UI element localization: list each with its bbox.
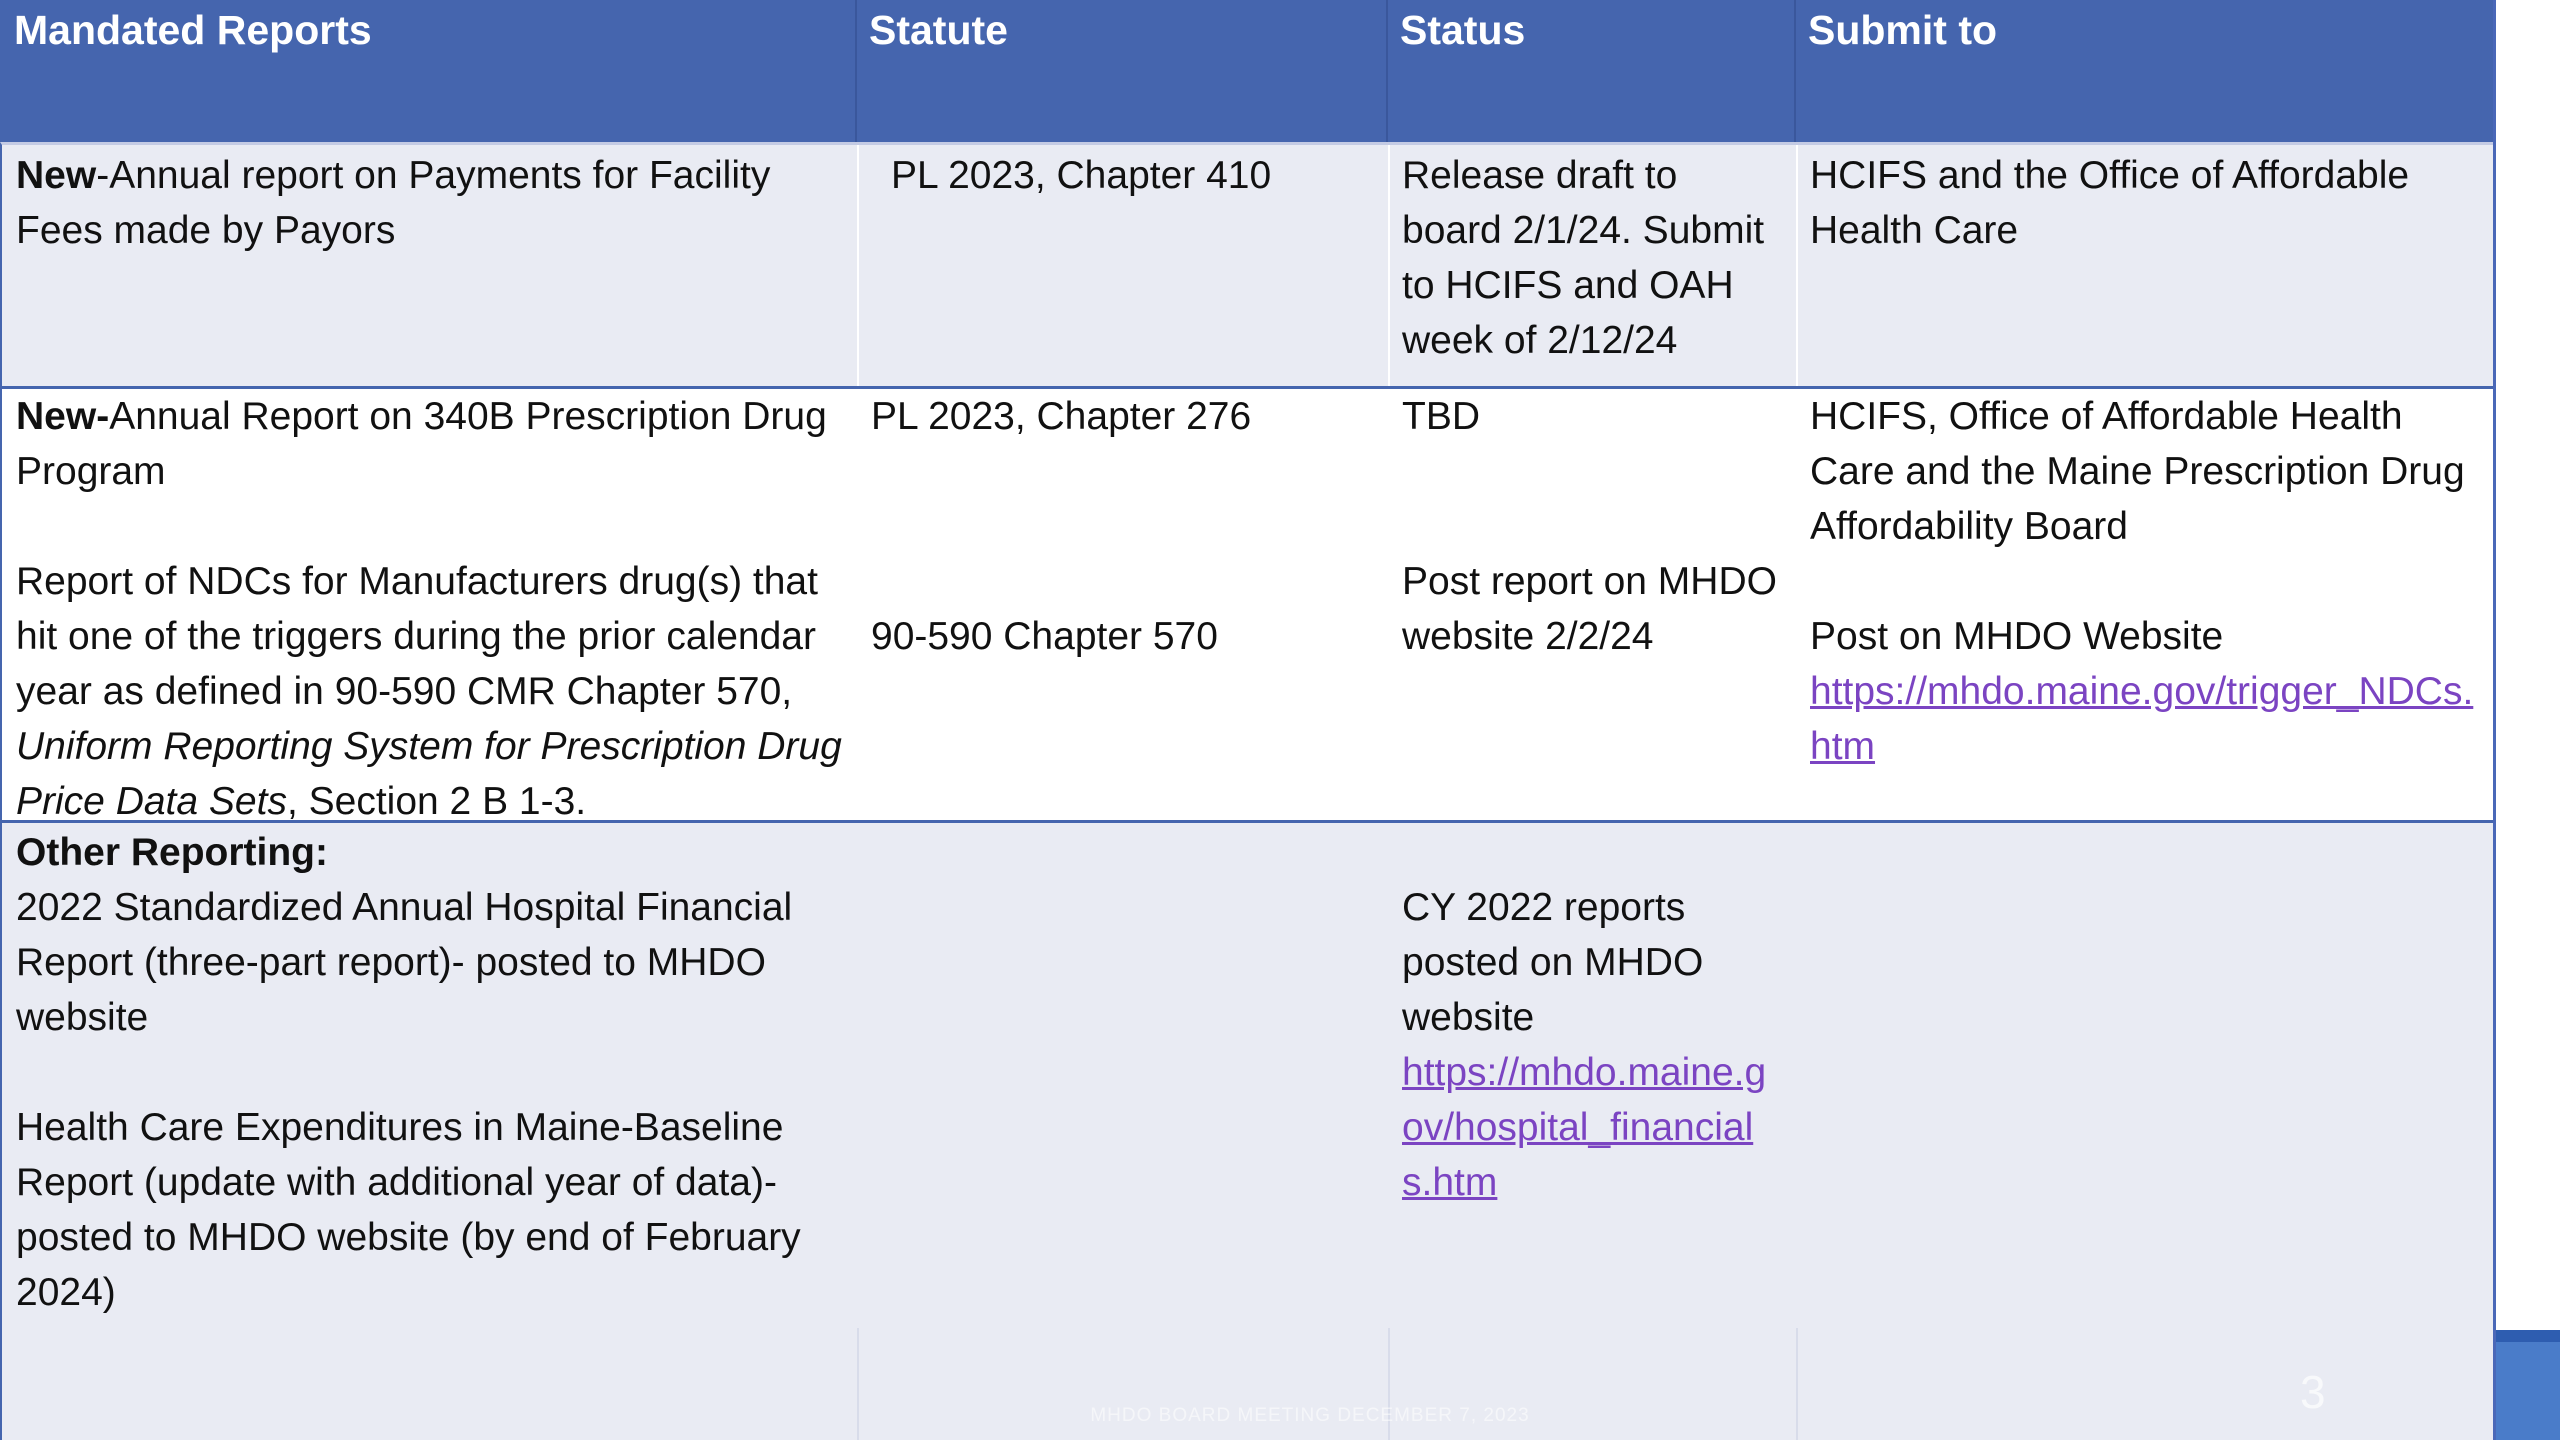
cell-statute [857,145,1388,386]
table-header-row [0,0,2496,142]
corner-accent-stripe [2496,1330,2560,1342]
cell-statute [857,389,1388,820]
status-text: TBD [1402,395,1480,438]
cell-report [2,145,857,386]
report-text: Annual Report on 340B Prescription Drug Program [16,395,827,493]
report-ndcs-italic: Uniform Reporting System for Prescription Drug Price Data Sets [16,725,842,823]
table-row-facility-fees [0,142,2496,386]
corner-accent-bar [2496,1330,2560,1440]
submit-to-text: HCIFS, Office of Affordable Health Care and the Maine Prescription Drug Affordability Board [1810,395,2465,548]
statute-text-2: 90-590 Chapter 570 [871,615,1218,658]
report-ndcs [16,554,843,829]
statute-text: PL 2023, Chapter 276 [871,395,1252,438]
header-cell-mandated-reports [0,0,855,142]
report-ndcs-text: Report of NDCs for Manufacturers drug(s) that hit one of the triggers during the prior calendar year as defined in 90-590 CMR Chapter 570, [16,560,818,713]
cell-submit-to [1796,389,2496,820]
other-report-item-2: Health Care Expenditures in Maine-Baseline Report (update with additional year of data)- posted to MHDO website (by end of February 2024) [16,1106,801,1314]
header-submit-to: Submit to [1808,7,1998,53]
report-description [16,148,843,258]
header-statute: Statute [869,7,1008,53]
other-report-item-1: 2022 Standardized Annual Hospital Financial Report (three-part report)- posted to MHDO website [16,886,793,1039]
report-text: -Annual report on Payments for Facility Fees made by Payors [16,154,771,252]
cell-submit-to [1796,823,2496,1440]
cell-report [2,823,857,1440]
statute-text: PL 2023, Chapter 410 [891,154,1272,197]
page-number: 3 [2300,1366,2326,1418]
cell-status [1388,823,1796,1440]
cell-statute [857,823,1388,1440]
header-status: Status [1400,7,1526,53]
submit-to-text-2: Post on MHDO Website [1810,615,2224,658]
status-text: Release draft to board 2/1/24. Submit to HCIFS and OAH week of 2/12/24 [1402,154,1765,362]
header-cell-status [1386,0,1794,142]
hospital-financials-link-wrap [1402,1045,1782,1210]
cell-status [1388,389,1796,820]
cell-status [1388,145,1796,386]
other-reporting-heading: Other Reporting: [16,831,328,874]
cell-report [2,389,857,823]
header-cell-statute [855,0,1386,142]
report-ndcs-tail: , Section 2 B 1-3. [286,780,587,823]
header-mandated-reports: Mandated Reports [14,7,372,53]
new-label: New- [16,395,110,438]
status-text: CY 2022 reports posted on MHDO website [1402,886,1704,1039]
trigger-ndcs-link[interactable]: https://mhdo.maine.gov/trigger_NDCs.htm [1810,670,2474,768]
report-340b [16,389,843,499]
header-cell-submit-to [1794,0,2496,142]
cell-submit-to [1796,145,2496,386]
hospital-financials-link[interactable]: https://mhdo.maine.gov/hospital_financials.htm [1402,1051,1767,1204]
table-row-340b [0,386,2496,823]
trigger-ndcs-link-wrap [1810,664,2484,774]
footer-meeting-text: MHDO BOARD MEETING DECEMBER 7, 2023 [1090,1405,1530,1426]
new-label: New [16,154,97,197]
submit-to-text: HCIFS and the Office of Affordable Health Care [1810,154,2410,252]
table-row-other-reporting [0,823,2496,1440]
status-text-2: Post report on MHDO website 2/2/24 [1402,560,1777,658]
